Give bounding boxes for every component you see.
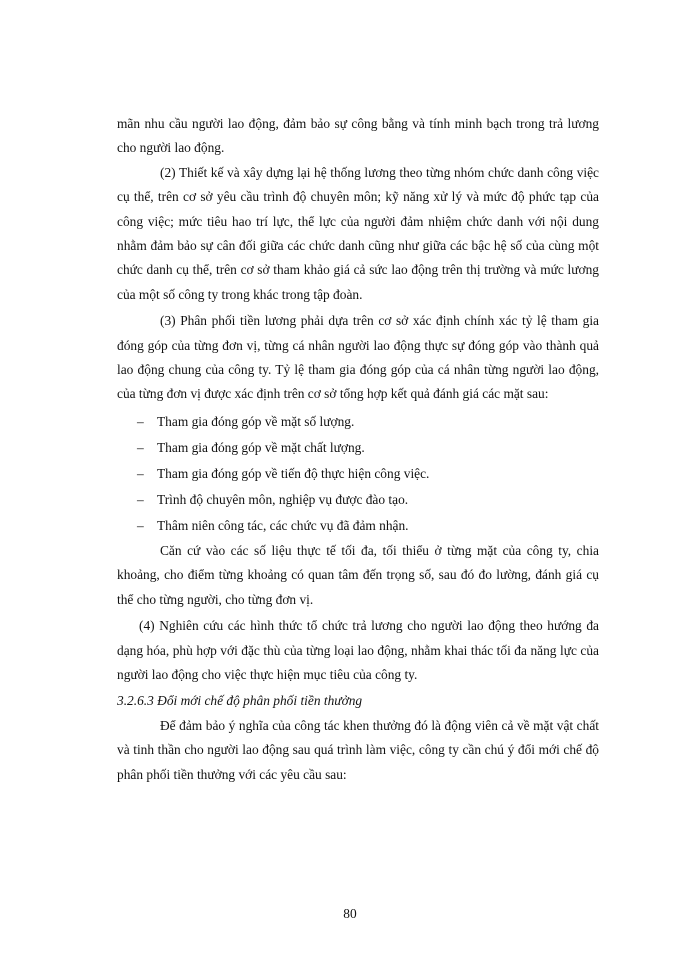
section-heading: 3.2.6.3 Đổi mới chế độ phân phối tiền thưởng <box>117 693 363 709</box>
body-text <box>117 112 599 787</box>
list-item: – Thâm niên công tác, các chức vụ đã đảm nhận. <box>117 513 599 539</box>
paragraph-bonus: Để đảm bảo ý nghĩa của công tác khen thưởng đó là động viên cả về mặt vật chất và tinh thần cho người lao động sau quá trình làm việc, công ty cần chú ý đổi mới chế độ phân phối tiền thưởng với các yêu cầu sau: <box>117 717 599 782</box>
list-item: – Tham gia đóng góp về tiến độ thực hiện công việc. <box>117 461 599 487</box>
page-number: 80 <box>343 906 357 921</box>
paragraph-continued: mãn nhu cầu người lao động, đảm bảo sự công bằng và tính minh bạch trong trả lương cho người lao động. <box>117 116 599 156</box>
paragraph-item-3: (3) Phân phối tiền lương phải dựa trên cơ sở xác định chính xác tỷ lệ tham gia đóng góp của từng đơn vị, từng cá nhân người lao động thực sự đóng góp vào thành quả lao động chung của công ty. Tỷ lệ tham gia đóng góp của cá nhân từng người lao động, của từng đơn vị được xác định trên cơ sở tổng hợp kết quả đánh giá các mặt sau: <box>117 313 599 402</box>
dash-marker: – <box>137 465 144 481</box>
list-item: – Tham gia đóng góp về mặt số lượng. <box>117 409 599 435</box>
criteria-list <box>117 409 599 539</box>
paragraph-item-4: (4) Nghiên cứu các hình thức tổ chức trả lương cho người lao động theo hướng đa dạng hóa, phù hợp với đặc thù của từng loại lao động, nhằm khai thác tối đa năng lực của người lao động cho việc thực hiện mục tiêu của công ty. <box>117 618 599 682</box>
list-item: – Trình độ chuyên môn, nghiệp vụ được đào tạo. <box>117 487 599 513</box>
dash-marker: – <box>137 413 144 429</box>
paragraph-item-2: (2) Thiết kế và xây dựng lại hệ thống lương theo từng nhóm chức danh công việc cụ thể, trên cơ sở yêu cầu trình độ chuyên môn; kỹ năng xử lý và mức độ phức tạp của công việc; mức tiêu hao trí lực, thể lực của người đảm nhiệm chức danh với nội dung nhằm đảm bảo sự cân đối giữa các chức danh cũng như giữa các bậc hệ số của cùng một chức danh cụ thể, trên cơ sở tham khảo giá cả sức lao động trên thị trường và mức lương của một số công ty trong khác trong tập đoàn. <box>117 164 599 302</box>
dash-marker: – <box>137 517 144 533</box>
paragraph-scoring: Căn cứ vào các số liệu thực tế tối đa, tối thiểu ở từng mặt của công ty, chia khoảng, cho điểm từng khoảng có quan tâm đến trọng số, sau đó đo lường, đánh giá cụ thể cho từng người, cho từng đơn vị. <box>117 542 599 607</box>
dash-marker: – <box>137 439 144 455</box>
list-item: – Tham gia đóng góp về mặt chất lượng. <box>117 435 599 461</box>
dash-marker: – <box>137 491 144 507</box>
